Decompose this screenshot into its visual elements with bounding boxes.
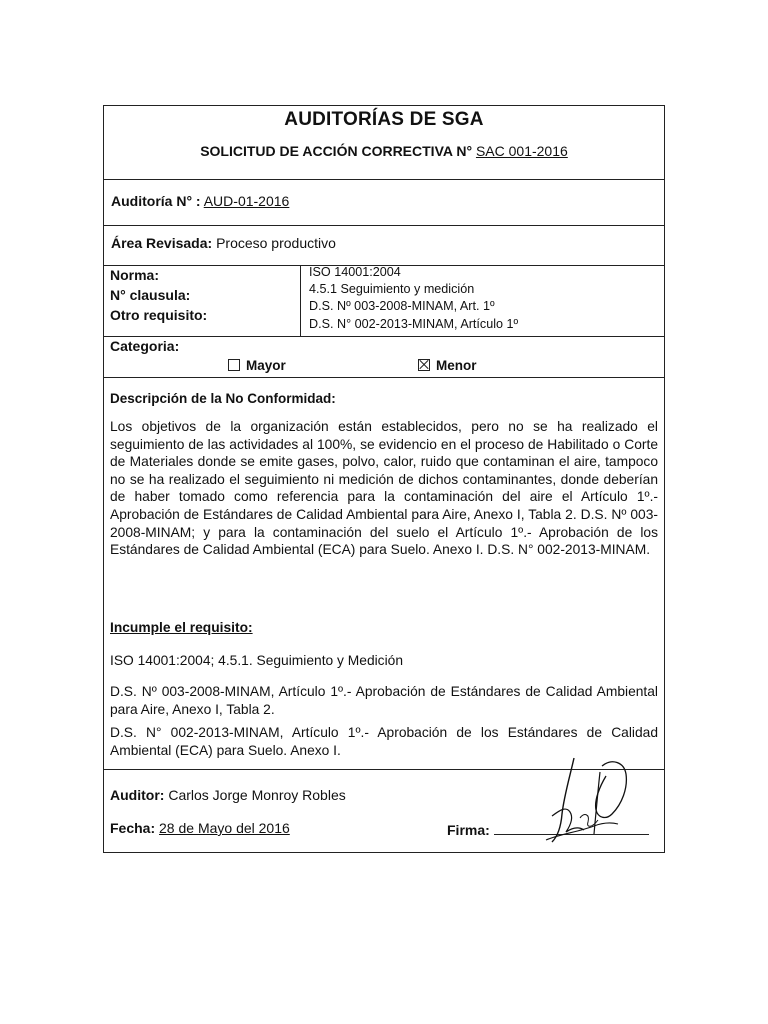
fecha-label: Fecha: xyxy=(110,820,156,836)
sac-number-value: SAC 001-2016 xyxy=(475,143,568,159)
clausula-label: N° clausula: xyxy=(110,287,191,303)
sac-number-label: SOLICITUD DE ACCIÓN CORRECTIVA N° xyxy=(200,143,473,159)
otro-requisito-value-2: D.S. N° 002-2013-MINAM, Artículo 1º xyxy=(309,316,519,331)
requisito-item: D.S. N° 002-2013-MINAM, Artículo 1º.- Aprobación de los Estándares de Calidad Ambiental (ECA) para Suelo. Anexo I. xyxy=(110,725,658,758)
form-header xyxy=(104,106,664,180)
descripcion-section xyxy=(104,378,664,770)
requisito-item: D.S. Nº 003-2008-MINAM, Artículo 1º.- Aprobación de Estándares de Calidad Ambiental para Aire, Anexo I, Tabla 2. xyxy=(110,684,658,717)
incumple-heading: Incumple el requisito: xyxy=(110,620,253,635)
area-value: Proceso productivo xyxy=(216,235,336,251)
menor-label: Menor xyxy=(436,358,477,373)
requisito-item: ISO 14001:2004; 4.5.1. Seguimiento y Medición xyxy=(110,653,403,668)
auditoria-value: AUD-01-2016 xyxy=(203,193,290,209)
mayor-label: Mayor xyxy=(246,358,286,373)
norma-value: ISO 14001:2004 xyxy=(309,265,401,279)
signature-icon xyxy=(540,756,640,848)
area-label: Área Revisada: xyxy=(111,235,213,251)
column-divider xyxy=(300,266,301,336)
norma-row xyxy=(104,266,664,337)
firma-label: Firma: xyxy=(447,822,490,838)
otro-requisito-value-1: D.S. Nº 003-2008-MINAM, Art. 1º xyxy=(309,299,495,314)
norma-label: Norma: xyxy=(110,267,160,283)
descripcion-heading: Descripción de la No Conformidad: xyxy=(110,391,336,406)
area-row xyxy=(104,226,664,266)
form-subtitle xyxy=(104,143,664,159)
categoria-label: Categoria: xyxy=(110,338,180,354)
descripcion-body: Los objetivos de la organización están establecidos, pero no se ha realizado el seguimiento de las actividades al 100%, se evidencio en el proceso de Habilitado o Corte de Materiales donde se emite gases, polvo, calor, ruido que contaminan el aire, tampoco no se ha realizado el seguimiento ni medición de dichos contaminantes, donde deberían de haber tomado como referencia para la contaminación del aire el Artículo 1º.- Aprobación de Estándares de Calidad Ambiental para Aire, Anexo I, Tabla 2. D.S. Nº 003-2008-MINAM; y para la contaminación del suelo el Artículo 1º.- Aprobación de los Estándares de Calidad Ambiental (ECA) para Suelo. Anexo I. D.S. N° 002-2013-MINAM. xyxy=(110,419,658,558)
auditor-value: Carlos Jorge Monroy Robles xyxy=(168,787,346,803)
fecha-value: 28 de Mayo del 2016 xyxy=(159,820,290,836)
norma-values xyxy=(309,264,518,333)
auditor-section xyxy=(104,770,664,852)
auditor-label: Auditor: xyxy=(110,787,165,803)
categoria-row xyxy=(104,337,664,378)
sac-form xyxy=(103,105,665,853)
clausula-value: 4.5.1 Seguimiento y medición xyxy=(309,282,475,297)
form-title: AUDITORÍAS DE SGA xyxy=(284,109,484,130)
auditoria-row xyxy=(104,180,664,226)
norma-labels xyxy=(110,265,207,325)
menor-checkbox[interactable] xyxy=(418,359,430,371)
mayor-checkbox[interactable] xyxy=(228,359,240,371)
auditoria-label: Auditoría N° : xyxy=(111,193,201,209)
otro-requisito-label: Otro requisito: xyxy=(110,307,208,323)
